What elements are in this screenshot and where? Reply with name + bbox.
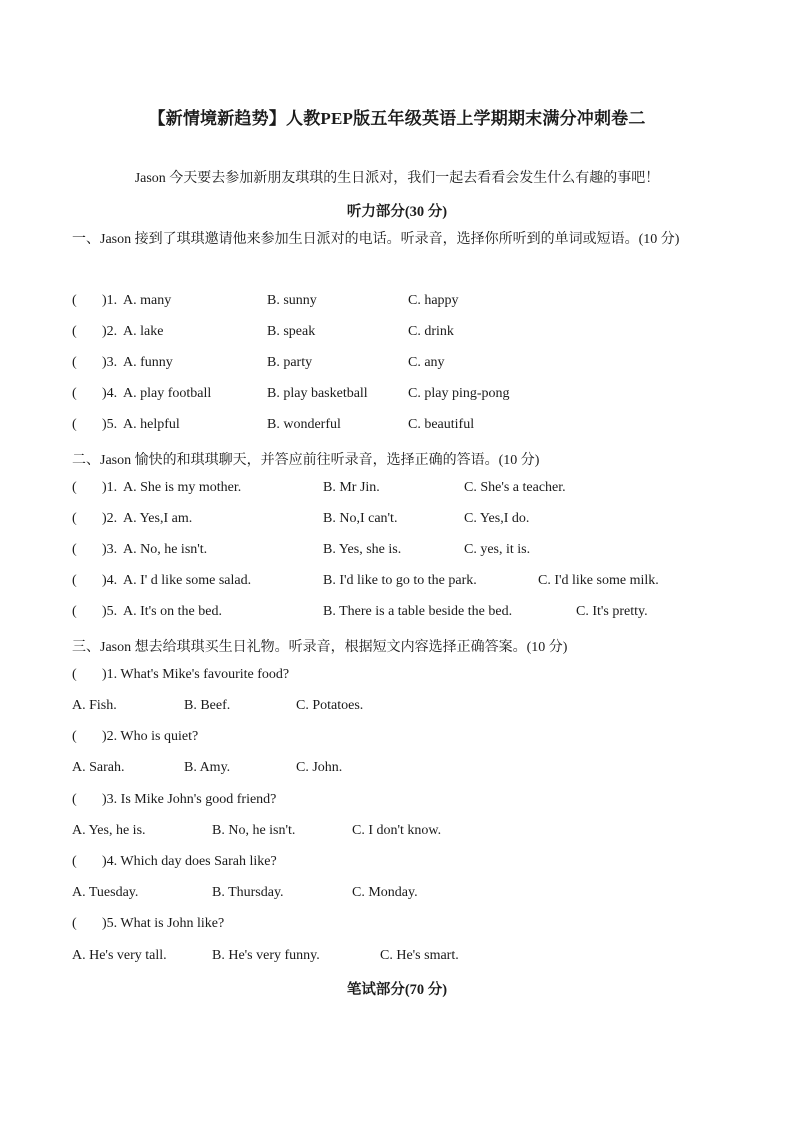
answer-blank[interactable]: (	[72, 573, 77, 588]
listening-heading: 听力部分(30 分)	[346, 204, 448, 220]
option-b: B. Beef.	[184, 698, 231, 713]
option-b: B. wonderful	[267, 417, 341, 432]
question-number: )2.	[102, 324, 118, 339]
option-b: B. Amy.	[184, 760, 231, 775]
option-b: B. sunny	[267, 293, 317, 308]
question-number: )5.	[102, 604, 118, 619]
option-a: A. It's on the bed.	[123, 604, 222, 619]
option-c: C. Potatoes.	[296, 698, 364, 713]
option-c: C. She's a teacher.	[464, 480, 566, 495]
options-row	[72, 760, 752, 780]
option-b: B. play basketball	[267, 386, 368, 401]
option-a: A. Yes, he is.	[72, 823, 146, 838]
question-row	[72, 511, 752, 531]
option-b: B. I'd like to go to the park.	[323, 573, 477, 588]
option-c: C. It's pretty.	[576, 604, 648, 619]
option-a: A. Tuesday.	[72, 885, 139, 900]
question-number: )1.	[102, 480, 118, 495]
question-row	[72, 293, 752, 313]
option-a: A. No, he isn't.	[123, 542, 208, 557]
question-number: )1.	[102, 293, 118, 308]
option-c: C. Monday.	[352, 885, 418, 900]
answer-blank[interactable]: (	[72, 417, 77, 432]
options-row	[72, 948, 752, 968]
question-row	[72, 324, 752, 344]
option-c: C. I don't know.	[352, 823, 442, 838]
part1-instruction: 一、Jason 接到了琪琪邀请他来参加生日派对的电话。听录音，选择你所听到的单词或短语。(10 分)	[72, 232, 680, 247]
question-row	[72, 355, 752, 375]
question-number: )4.	[102, 386, 118, 401]
option-c: C. I'd like some milk.	[538, 573, 659, 588]
question-text: )5. What is John like?	[102, 916, 225, 931]
question-row	[72, 417, 752, 437]
option-a: A. She is my mother.	[123, 480, 242, 495]
question-number: )3.	[102, 542, 118, 557]
part3-instruction: 三、Jason 想去给琪琪买生日礼物。听录音，根据短文内容选择正确答案。(10 分)	[72, 640, 568, 655]
options-row	[72, 698, 752, 718]
question-text: )3. Is Mike John's good friend?	[102, 792, 277, 807]
option-a: A. Yes,I am.	[123, 511, 193, 526]
question-text: )4. Which day does Sarah like?	[102, 854, 277, 869]
option-b: B. party	[267, 355, 313, 370]
option-c: C. beautiful	[408, 417, 475, 432]
option-a: A. Fish.	[72, 698, 117, 713]
question-row	[72, 573, 752, 593]
option-c: C. John.	[296, 760, 343, 775]
option-c: C. He's smart.	[380, 948, 459, 963]
question-text: )1. What's Mike's favourite food?	[102, 667, 290, 682]
answer-blank[interactable]: (	[72, 667, 77, 682]
option-b: B. He's very funny.	[212, 948, 320, 963]
question-row	[72, 604, 752, 624]
answer-blank[interactable]: (	[72, 792, 77, 807]
question-row	[72, 667, 752, 687]
answer-blank[interactable]: (	[72, 604, 77, 619]
question-number: )3.	[102, 355, 118, 370]
question-row	[72, 792, 752, 812]
question-row	[72, 729, 752, 749]
writing-heading: 笔试部分(70 分)	[346, 982, 448, 998]
question-row	[72, 480, 752, 500]
answer-blank[interactable]: (	[72, 542, 77, 557]
option-b: B. speak	[267, 324, 316, 339]
option-b: B. Thursday.	[212, 885, 284, 900]
answer-blank[interactable]: (	[72, 293, 77, 308]
options-row	[72, 823, 752, 843]
option-b: B. Mr Jin.	[323, 480, 380, 495]
option-b: B. No,I can't.	[323, 511, 398, 526]
answer-blank[interactable]: (	[72, 386, 77, 401]
option-c: C. yes, it is.	[464, 542, 531, 557]
option-c: C. drink	[408, 324, 454, 339]
option-a: A. I' d like some salad.	[123, 573, 252, 588]
question-row	[72, 916, 752, 936]
option-b: B. No, he isn't.	[212, 823, 296, 838]
option-c: C. Yes,I do.	[464, 511, 530, 526]
option-a: A. play football	[123, 386, 212, 401]
answer-blank[interactable]: (	[72, 511, 77, 526]
option-a: A. funny	[123, 355, 173, 370]
question-text: )2. Who is quiet?	[102, 729, 199, 744]
part2-instruction: 二、Jason 愉快的和琪琪聊天，并答应前往听录音，选择正确的答语。(10 分)	[72, 453, 540, 468]
answer-blank[interactable]: (	[72, 916, 77, 931]
option-c: C. play ping-pong	[408, 386, 510, 401]
question-row	[72, 386, 752, 406]
question-number: )2.	[102, 511, 118, 526]
option-a: A. lake	[123, 324, 164, 339]
options-row	[72, 885, 752, 905]
option-a: A. many	[123, 293, 172, 308]
answer-blank[interactable]: (	[72, 480, 77, 495]
question-row	[72, 542, 752, 562]
option-b: B. There is a table beside the bed.	[323, 604, 513, 619]
option-a: A. Sarah.	[72, 760, 125, 775]
option-c: C. any	[408, 355, 445, 370]
option-a: A. He's very tall.	[72, 948, 167, 963]
option-c: C. happy	[408, 293, 459, 308]
question-number: )5.	[102, 417, 118, 432]
option-a: A. helpful	[123, 417, 180, 432]
question-number: )4.	[102, 573, 118, 588]
answer-blank[interactable]: (	[72, 355, 77, 370]
answer-blank[interactable]: (	[72, 324, 77, 339]
answer-blank[interactable]: (	[72, 854, 77, 869]
question-row	[72, 854, 752, 874]
answer-blank[interactable]: (	[72, 729, 77, 744]
option-b: B. Yes, she is.	[323, 542, 402, 557]
intro-text: Jason 今天要去参加新朋友琪琪的生日派对，我们一起去看看会发生什么有趣的事吧！	[134, 171, 660, 186]
exam-title: 【新情境新趋势】人教PEP版五年级英语上学期期末满分冲刺卷二	[148, 109, 646, 128]
